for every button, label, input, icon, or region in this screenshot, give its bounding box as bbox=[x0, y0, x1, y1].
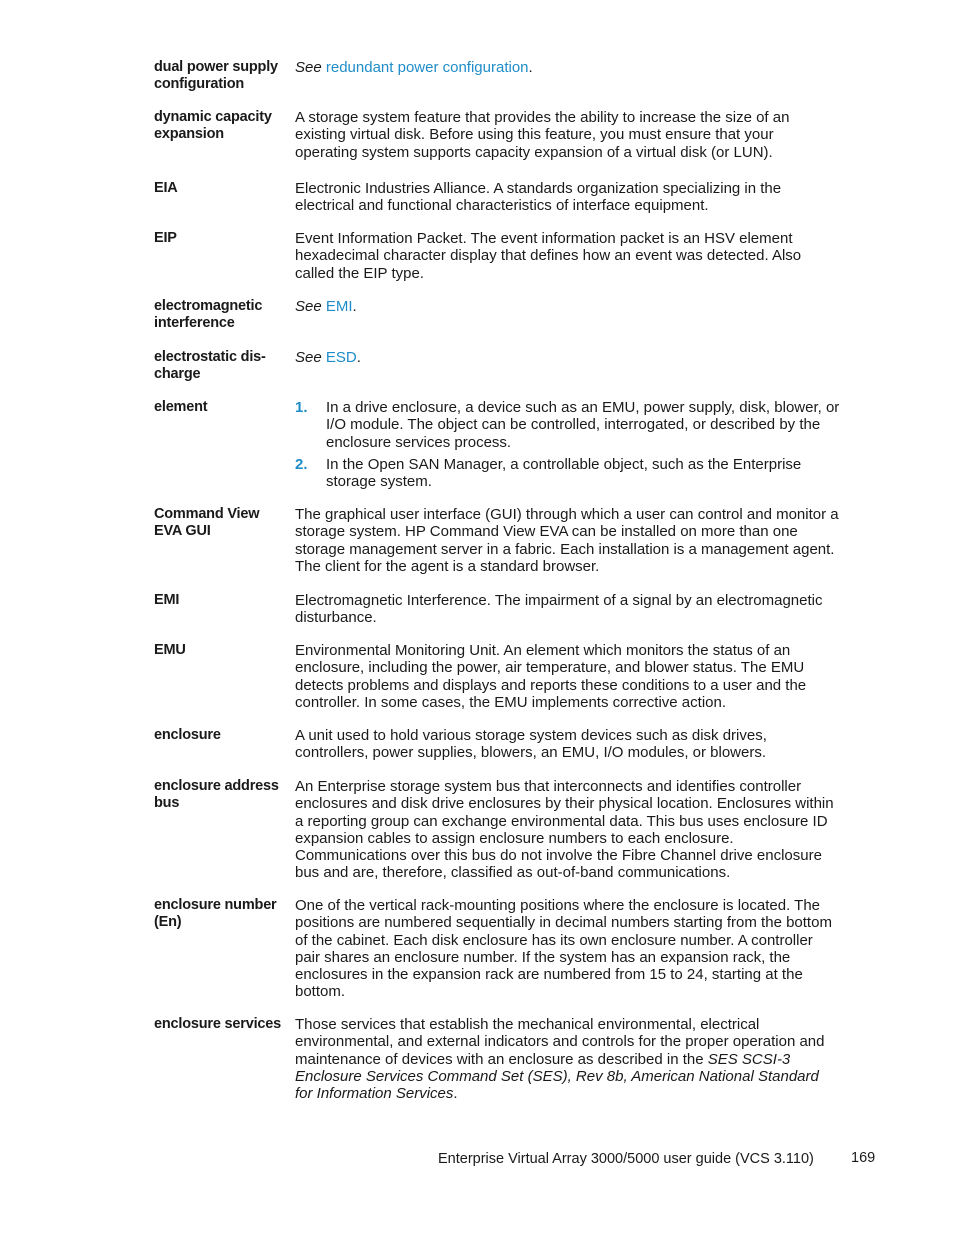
glossary-definition: Electronic Industries Alliance. A standards organization specializing in the electrical and functional characteristics of interface equipment. bbox=[295, 180, 782, 215]
glossary-term: electrostatic dis-charge bbox=[154, 349, 266, 382]
cross-reference-link[interactable]: redundant power configuration bbox=[325, 59, 529, 76]
glossary-term: EMU bbox=[154, 642, 186, 658]
glossary-definition: Event Information Packet. The event information packet is an HSV element hexadecimal character display that defines how an event was detected. Also called the EIP type. bbox=[295, 230, 802, 282]
numbered-list-item bbox=[295, 456, 840, 491]
punctuation: . bbox=[352, 298, 357, 315]
glossary-definition: An Enterprise storage system bus that interconnects and identifies controller enclosures and disk drive enclosures by their physical location. Enclosures within a reporting group can exchange environmental data. This bus uses enclosure ID expansion cables to assign enclosure numbers to each enclosure. Communications over this bus do not involve the Fibre Channel drive enclosure bus and are, therefore, classified as out-of-band communications. bbox=[295, 778, 834, 882]
cross-reference-link[interactable]: ESD bbox=[325, 349, 357, 366]
page-number: 169 bbox=[851, 1150, 876, 1166]
see-label: See bbox=[295, 349, 322, 366]
glossary-definition: Environmental Monitoring Unit. An element which monitors the status of an enclosure, including the power, air temperature, and blower status. The EMU detects problems and displays and reports these conditions to a user and the controller. In some cases, the EMU implements corrective action. bbox=[295, 642, 807, 711]
glossary-definition: Electromagnetic Interference. The impairment of a signal by an electromagnetic disturbance. bbox=[295, 592, 823, 627]
glossary-term: EIA bbox=[154, 180, 178, 196]
definition-text: Those services that establish the mechanical environmental, electrical environmental, and external indicators and controls for the proper operation and maintenance of devices with an enclosure as described in the bbox=[295, 1016, 825, 1068]
glossary-term: electromagnetic interference bbox=[154, 298, 263, 331]
glossary-definition bbox=[295, 59, 840, 76]
cross-reference-link[interactable]: EMI bbox=[325, 298, 353, 315]
punctuation: . bbox=[528, 59, 533, 76]
glossary-term: enclosure address bus bbox=[154, 778, 279, 811]
list-number: 2. bbox=[295, 456, 308, 473]
list-number: 1. bbox=[295, 399, 308, 416]
see-label: See bbox=[295, 298, 322, 315]
footer-title: Enterprise Virtual Array 3000/5000 user guide (VCS 3.110) bbox=[438, 1151, 814, 1167]
glossary-definition bbox=[295, 298, 840, 315]
glossary-term: enclosure services bbox=[154, 1016, 281, 1032]
glossary-term: EIP bbox=[154, 230, 177, 246]
glossary-definition: A storage system feature that provides the ability to increase the size of an existing virtual disk. Before using this feature, you must ensure that your operating system supports capacity expansion of a virtual disk (or LUN). bbox=[295, 109, 790, 161]
punctuation: . bbox=[356, 349, 361, 366]
list-item-text: In a drive enclosure, a device such as an EMU, power supply, disk, blower, or I/O module. The object can be controlled, interrogated, or described by the enclosure services process. bbox=[326, 399, 840, 451]
glossary-term: enclosure bbox=[154, 727, 221, 743]
glossary-term: Command View EVA GUI bbox=[154, 506, 260, 539]
glossary-term: dual power supply configuration bbox=[154, 59, 278, 92]
glossary-definition: One of the vertical rack-mounting positions where the enclosure is located. The positions are numbered sequentially in decimal numbers starting from the bottom of the cabinet. Each disk enclosure has its own enclosure number. A controller pair shares an enclosure number. If the system has an expansion rack, the enclosures in the expansion rack are numbered from 15 to 24, starting at the bottom. bbox=[295, 897, 832, 1001]
numbered-list-item bbox=[295, 399, 840, 451]
glossary-term: dynamic capacity expansion bbox=[154, 109, 272, 142]
glossary-term: EMI bbox=[154, 592, 180, 608]
glossary-definition: The graphical user interface (GUI) through which a user can control and monitor a storage system. HP Command View EVA can be installed on more than one storage management server in a fabric. Each installation is a management agent. The client for the agent is a standard browser. bbox=[295, 506, 839, 575]
glossary-definition: A unit used to hold various storage system devices such as disk drives, controllers, power supplies, blowers, an EMU, I/O modules, or blowers. bbox=[295, 727, 767, 762]
see-label: See bbox=[295, 59, 322, 76]
list-item-text: In the Open SAN Manager, a controllable object, such as the Enterprise storage system. bbox=[326, 456, 802, 491]
citation-title: SES SCSI-3 Enclosure Services Command Set (SES), Rev 8b, American National Standard for Information Services bbox=[295, 1050, 819, 1103]
punctuation: . bbox=[453, 1085, 458, 1103]
glossary-term: enclosure number (En) bbox=[154, 897, 277, 930]
glossary-definition bbox=[295, 1016, 840, 1102]
glossary-term: element bbox=[154, 399, 208, 415]
glossary-definition bbox=[295, 349, 840, 366]
